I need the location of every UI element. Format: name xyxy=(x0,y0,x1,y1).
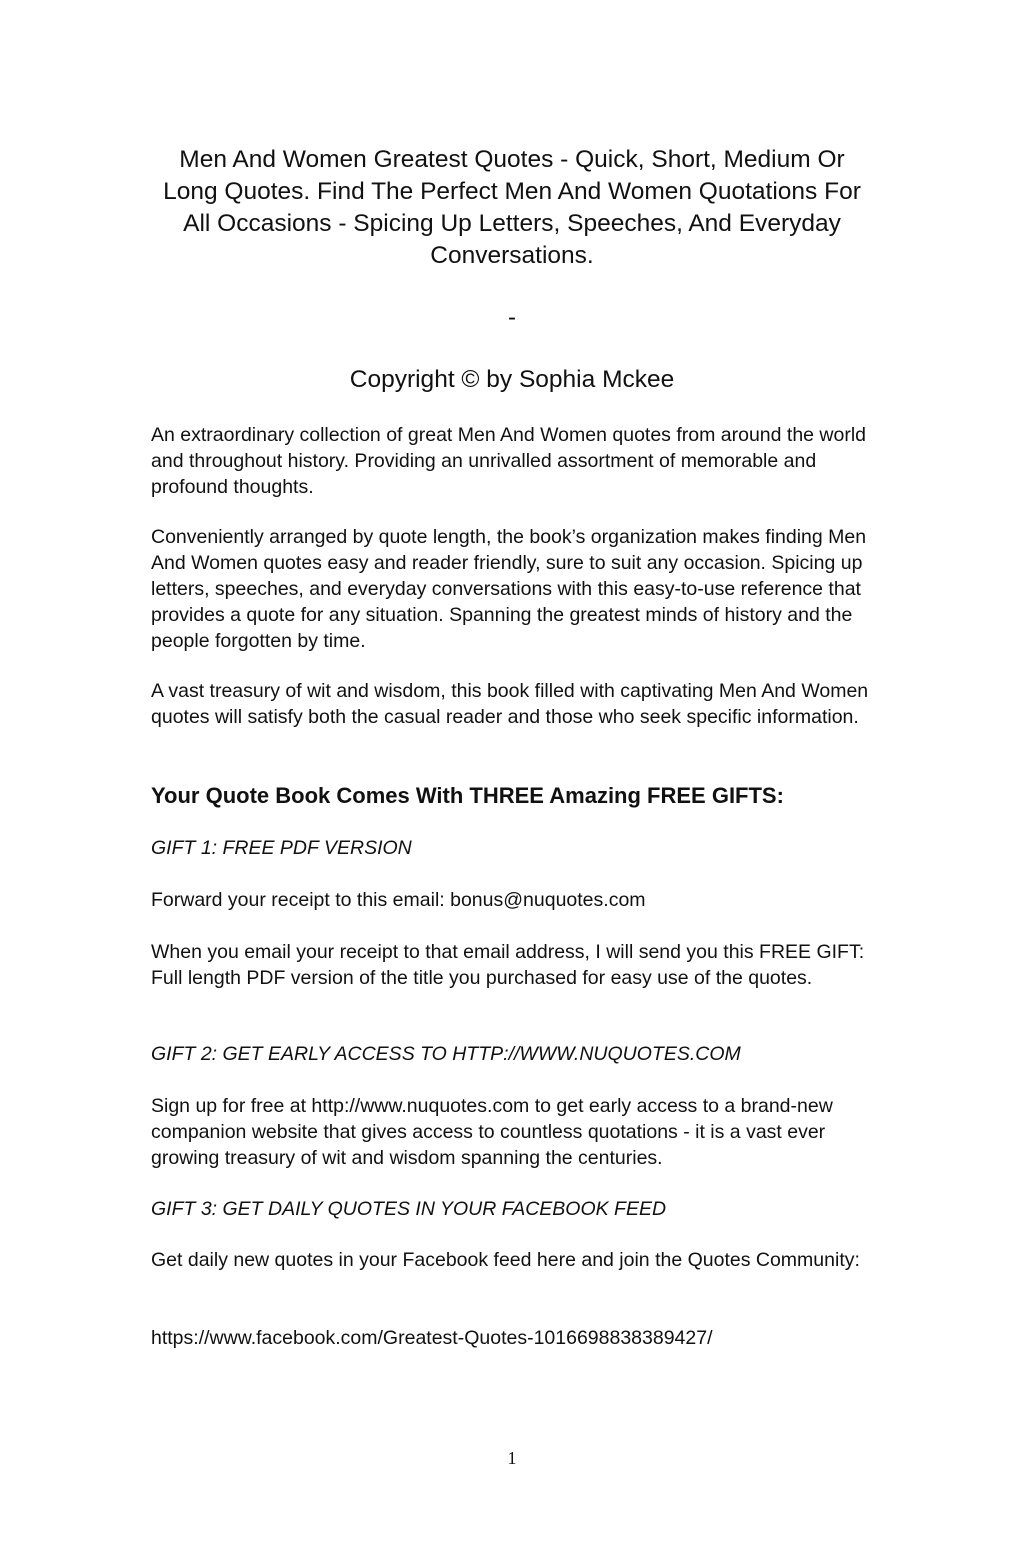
gift-1-description: When you email your receipt to that email address, I will send you this FREE GIFT: Full length PDF version of the title you purchased for easy use of the quotes. xyxy=(151,941,865,989)
gift-2-description: Sign up for free at http://www.nuquotes.com to get early access to a brand-new companion website that gives access to countless quotations - it is a vast ever growing treasury of wit and wisdom spanning the centuries. xyxy=(151,1095,833,1169)
facebook-link[interactable]: https://www.facebook.com/Greatest-Quotes-1016698838389427/ xyxy=(151,1327,713,1349)
gift-3-description: Get daily new quotes in your Facebook feed here and join the Quotes Community: xyxy=(151,1249,860,1271)
document-title: Men And Women Greatest Quotes - Quick, Short, Medium Or Long Quotes. Find The Perfect Men And Women Quotations For All Occasions - Spicing Up Letters, Speeches, And Everyday Conversations. xyxy=(163,146,861,269)
intro-paragraph-3: A vast treasury of wit and wisdom, this book filled with captivating Men And Women quotes will satisfy both the casual reader and those who seek specific information. xyxy=(151,680,869,728)
free-gifts-heading: Your Quote Book Comes With THREE Amazing FREE GIFTS: xyxy=(151,783,784,808)
copyright-notice: Copyright © by Sophia Mckee xyxy=(349,366,675,393)
gift-1-instruction: Forward your receipt to this email: bonus@nuquotes.com xyxy=(151,889,646,911)
gift-3-title: GIFT 3: GET DAILY QUOTES IN YOUR FACEBOOK FEED xyxy=(151,1198,667,1220)
intro-paragraph-1: An extraordinary collection of great Men And Women quotes from around the world and throughout history. Providing an unrivalled assortment of memorable and profound thoughts. xyxy=(151,424,867,498)
gift-1-title: GIFT 1: FREE PDF VERSION xyxy=(151,837,412,859)
page-number: 1 xyxy=(507,1448,517,1468)
gift-2-title: GIFT 2: GET EARLY ACCESS TO HTTP://WWW.NUQUOTES.COM xyxy=(151,1043,741,1065)
title-separator: - xyxy=(508,304,516,331)
intro-paragraph-2: Conveniently arranged by quote length, the book’s organization makes finding Men And Women quotes easy and reader friendly, sure to suit any occasion. Spicing up letters, speeches, and everyday conversations with this easy-to-use reference that provides a quote for any situation. Spanning the greatest minds of history and the people forgotten by time. xyxy=(151,526,867,652)
